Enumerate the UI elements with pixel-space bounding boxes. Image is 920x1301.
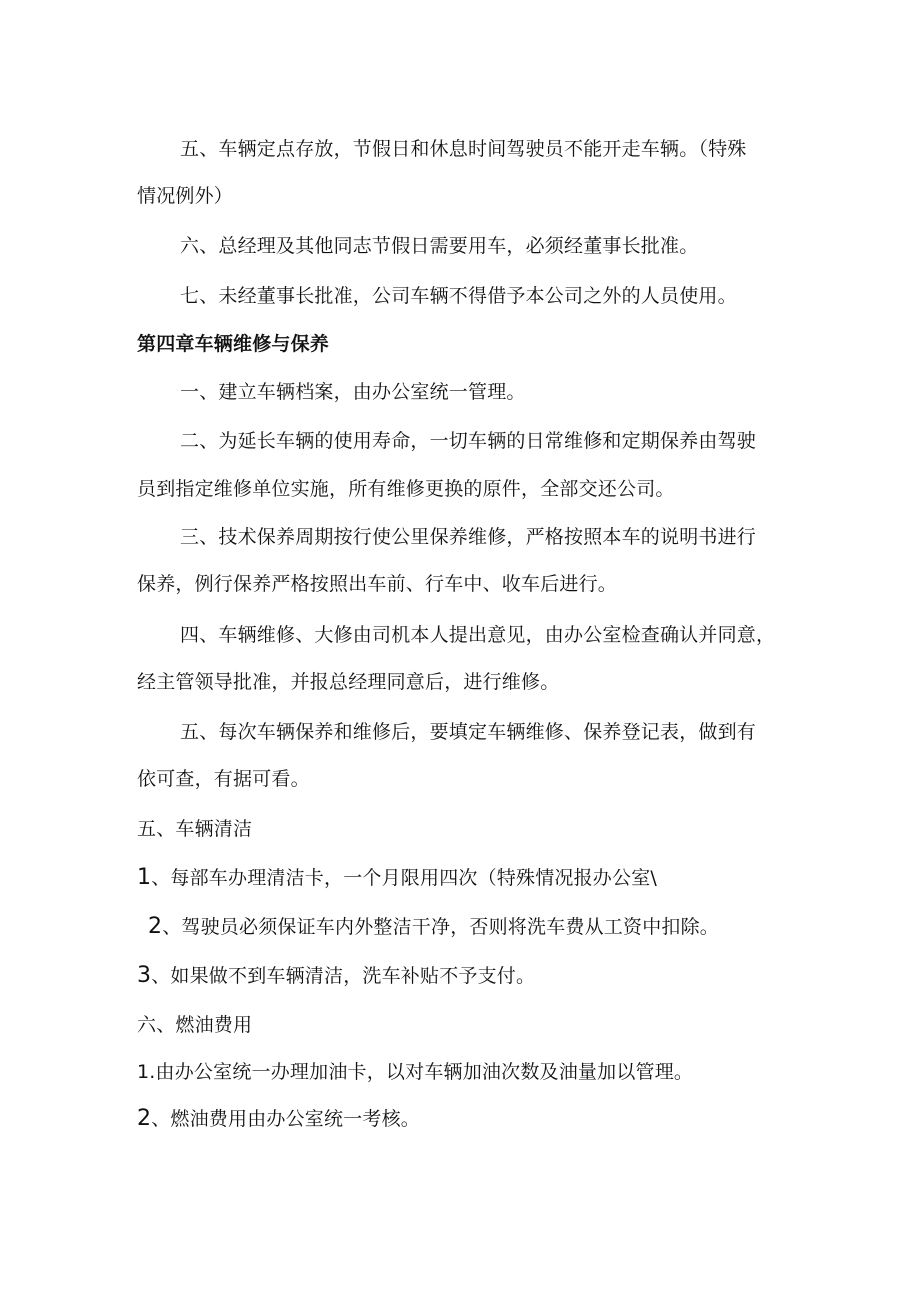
list-number: 3 [137, 963, 152, 988]
paragraph-s3-item5-line2: 情况例外） [137, 185, 234, 207]
list-text: 、驾驶员必须保证车内外整洁干净，否则将洗车费从工资中扣除。 [162, 916, 720, 938]
list-number: 1 [137, 865, 152, 890]
paragraph-s3-item5-line1: 五、车辆定点存放，节假日和休息时间驾驶员不能开走车辆。（特殊 [180, 138, 747, 160]
section-5-title: 五、车辆清洁 [137, 818, 253, 840]
paragraph-s5-item2 [148, 915, 719, 939]
paragraph-s6-item2 [137, 1107, 420, 1131]
paragraph-c4-item4-line2: 经主管领导批准，并报总经理同意后，进行维修。 [137, 671, 560, 693]
paragraph-c4-item2-line1: 二、为延长车辆的使用寿命，一切车辆的日常维修和定期保养由驾驶 [180, 430, 757, 452]
list-number: 2 [137, 1106, 152, 1131]
paragraph-s3-item7: 七、未经董事长批准，公司车辆不得借予本公司之外的人员使用。 [180, 285, 737, 307]
list-text: 、每部车办理清洁卡，一个月限用四次（特殊情况报办公室\ [151, 867, 658, 889]
chapter-4-title: 第四章车辆维修与保养 [137, 333, 330, 355]
list-text: 、如果做不到车辆清洁，洗车补贴不予支付。 [151, 965, 536, 987]
paragraph-c4-item1: 一、建立车辆档案，由办公室统一管理。 [180, 381, 526, 403]
paragraph-c4-item3-line2: 保养，例行保养严格按照出车前、行车中、收车后进行。 [137, 573, 618, 595]
paragraph-s5-item1 [137, 866, 657, 890]
paragraph-c4-item5-line1: 五、每次车辆保养和维修后，要填定车辆维修、保养登记表，做到有 [180, 721, 757, 743]
paragraph-c4-item4-line1: 四、车辆维修、大修由司机本人提出意见，由办公室检查确认并同意， [180, 624, 776, 646]
paragraph-s5-item3 [137, 964, 535, 988]
paragraph-c4-item3-line1: 三、技术保养周期按行使公里保养维修，严格按照本车的说明书进行 [180, 526, 757, 548]
paragraph-s3-item6: 六、总经理及其他同志节假日需要用车，必须经董事长批准。 [180, 235, 699, 257]
list-text: 、燃油费用由办公室统一考核。 [151, 1108, 421, 1130]
paragraph-s6-item1: 1.由办公室统一办理加油卡，以对车辆加油次数及油量加以管理。 [137, 1061, 694, 1083]
paragraph-c4-item5-line2: 依可查，有据可看。 [137, 768, 310, 790]
section-6-title: 六、燃油费用 [137, 1014, 253, 1036]
paragraph-c4-item2-line2: 员到指定维修单位实施，所有维修更换的原件，全部交还公司。 [137, 478, 675, 500]
list-number: 2 [148, 914, 163, 939]
